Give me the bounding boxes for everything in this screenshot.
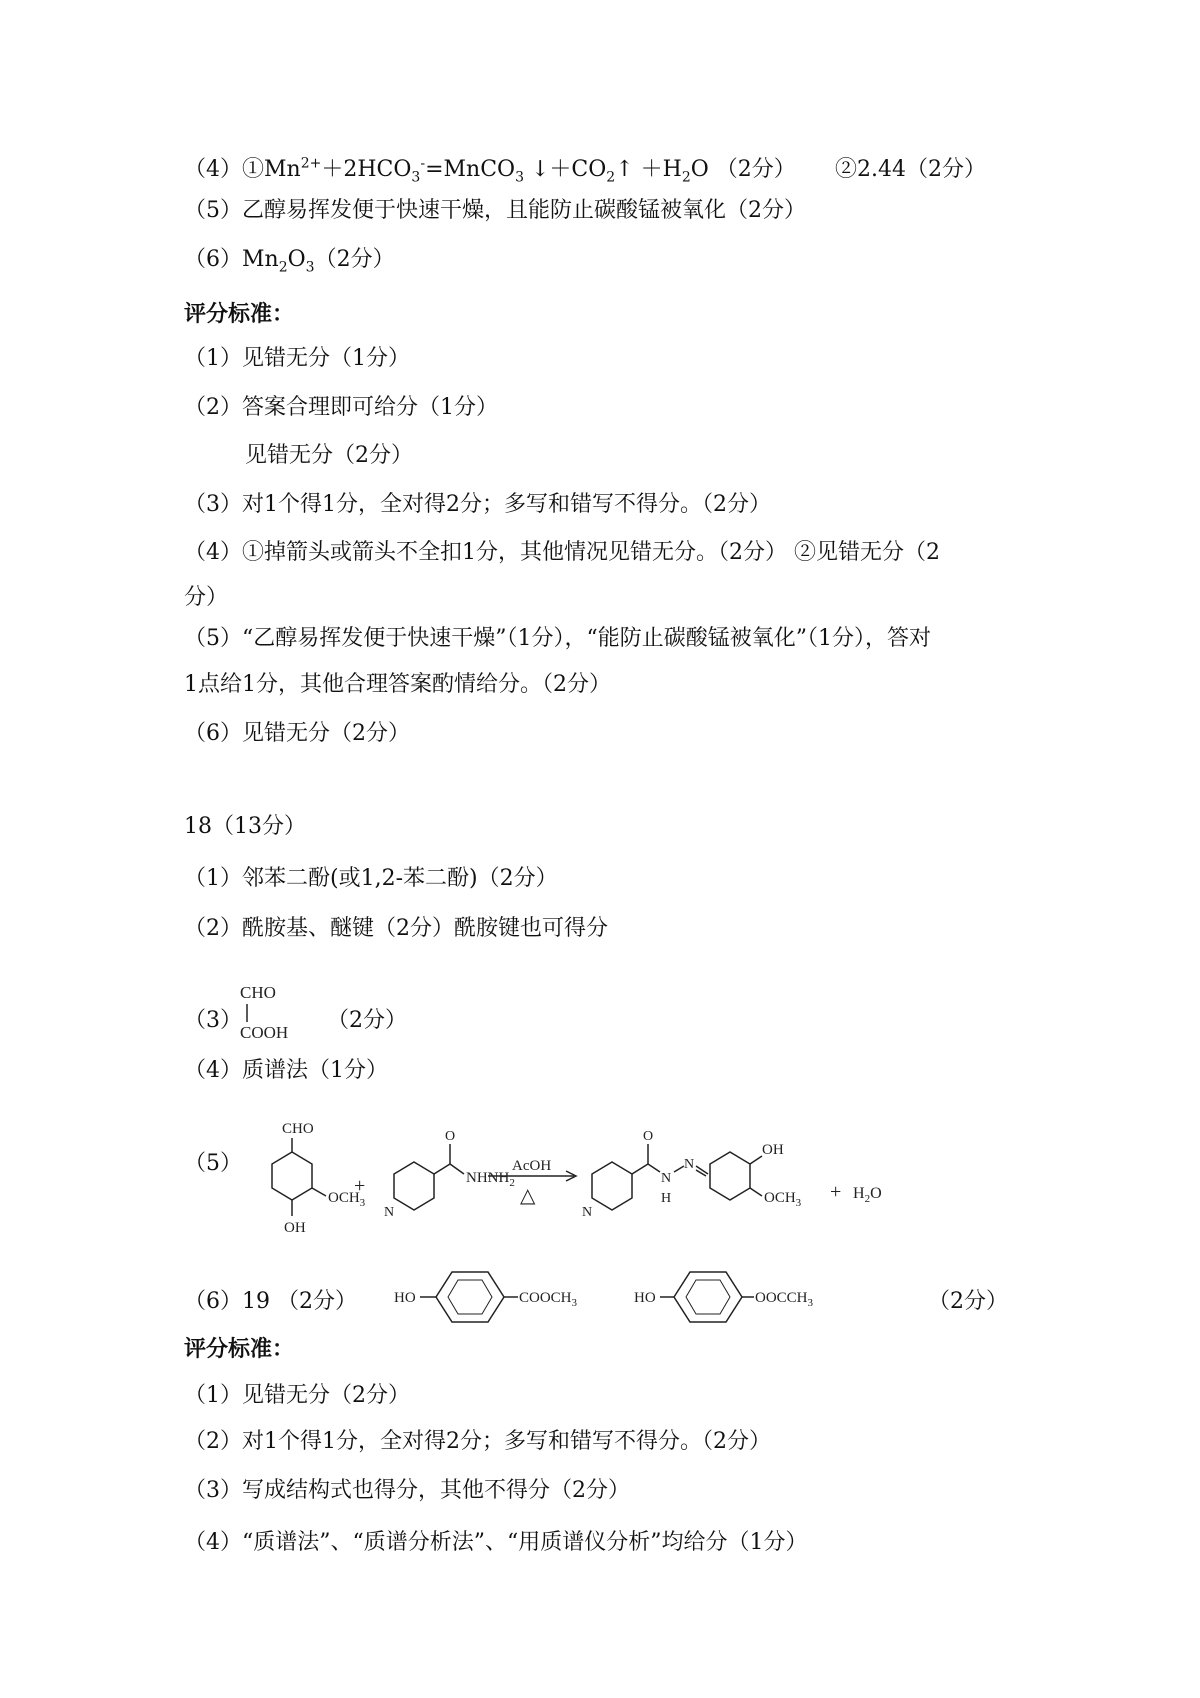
benzene-inner [686,1280,730,1314]
q18-answer-2: （2）酰胺基、醚键（2分）酰胺键也可得分 [184,916,608,941]
o-label: O [445,1129,456,1144]
bond [312,1188,326,1196]
q17-answer-5: （5）乙醇易挥发便于快速干燥，且能防止碳酸锰被氧化（2分） [184,198,806,223]
nhnh2-label: $NHNH_2$ [466,1170,515,1189]
q17-grading-2: （2）答案合理即可给分（1分） [184,395,498,420]
glyoxylic-acid-structure [238,982,308,1050]
formula-part: （6）Mn [184,247,279,272]
q17-answer-4-part2: ②2.44（2分） [835,157,986,182]
och3-label: $OCH_3$ [328,1190,366,1209]
q18-answer-5-label: （5） [184,1151,242,1176]
eq-sup: 2+ [300,155,322,172]
eq-sub: 2 [681,169,691,186]
benzene-inner [448,1280,492,1314]
reaction-scheme [250,1118,970,1254]
eq-part: =MnCO [425,157,516,182]
bond [450,1164,464,1174]
q18-answer-6-score: （2分） [928,1289,1008,1314]
q17-answer-4 [184,155,796,185]
q18-answer-1: （1）邻苯二酚(或1,2-苯二酚)（2分） [184,866,558,891]
cooh-label: COOH [240,1023,289,1042]
q18-grading-title: 评分标准： [184,1336,295,1362]
isoniazid-structure [384,1129,515,1220]
q17-grading-1: （1）见错无分（1分） [184,346,410,371]
q17-grading-4-line2: 分） [184,585,229,610]
cho-label: CHO [240,983,276,1002]
reagent-label: AcOH [512,1158,552,1174]
plus-sign: + [354,1175,366,1197]
cooch3-label: $COOCH_3$ [519,1290,578,1309]
q18-grading-2: （2）对1个得1分，全对得2分；多写和错写不得分。（2分） [184,1429,771,1454]
eq-part: ＋2HCO [321,157,412,182]
q17-grading-5-line2: 1点给1分，其他合理答案酌情给分。（2分） [184,672,611,697]
q18-heading: 18（13分） [184,814,306,839]
benzene-ring [272,1152,312,1200]
vanillin-structure [272,1121,366,1236]
eq-sup: - [420,155,426,172]
methyl-4-hydroxybenzoate-structure [394,1272,578,1322]
bond [632,1164,648,1174]
formula-sub: 3 [305,259,315,276]
q18-grading-1: （1）见错无分（2分） [184,1383,410,1408]
formula-sub: 2 [278,259,288,276]
eq-sub: 3 [515,169,524,186]
q18-grading-4: （4）“质谱法”、“质谱分析法”、“用质谱仪分析”均给分（1分） [184,1530,808,1555]
benzene-ring [710,1152,750,1200]
q17-grading-4-line1: （4）①掉箭头或箭头不全扣1分，其他情况见错无分。（2分） ②见错无分（2 [184,540,940,565]
heat-symbol: △ [520,1185,536,1207]
oocch3-label: $OOCCH_3$ [755,1290,814,1309]
eq-sub: 3 [411,169,421,186]
q17-grading-5-line1: （5）“乙醇易挥发便于快速干燥”（1分），“能防止碳酸锰被氧化”（1分），答对 [184,626,931,651]
q18-answer-3-label: （3） [184,1008,242,1033]
q18-answer-4: （4）质谱法（1分） [184,1058,388,1083]
eq-part: ↓＋CO [523,157,607,182]
bond [674,1166,684,1172]
n-label: N [684,1157,695,1172]
q17-grading-title: 评分标准： [184,301,295,327]
bond [750,1188,762,1196]
ho-label: HO [394,1290,416,1306]
eq-sub: 2 [606,169,616,186]
hydroxybenzoate-structures [390,1262,850,1338]
q18-answer-6-label: （6）19 （2分） [184,1289,357,1314]
q17-grading-3: （3）对1个得1分，全对得2分；多写和错写不得分。（2分） [184,492,771,517]
water-label: $H_2O$ [853,1185,882,1205]
formula-part: O [287,247,306,272]
q17-grading-6: （6）见错无分（2分） [184,721,410,746]
answer-label: （4） [184,157,242,182]
oh-label: OH [762,1142,784,1158]
q18-grading-3: （3）写成结构式也得分，其他不得分（2分） [184,1478,630,1503]
pyridine-ring [394,1162,434,1210]
n-label: N [384,1205,395,1220]
bond [750,1156,762,1164]
product-structure [582,1129,802,1220]
n-label: N [661,1171,672,1186]
q17-grading-2b: 见错无分（2分） [245,443,413,468]
eq-part: O （2分） [690,157,796,182]
ho-label: HO [634,1290,656,1306]
eq-part: ①Mn [242,157,301,182]
bond [434,1164,450,1174]
4-hydroxyphenyl-acetate-structure [634,1272,814,1322]
formula-part: （2分） [314,247,395,272]
q18-answer-3-score: （2分） [327,1008,407,1033]
q17-answer-6 [184,245,395,275]
plus-sign: + [830,1181,842,1203]
h-label: H [661,1191,672,1206]
eq-part: ↑ ＋H [615,157,682,182]
bond [648,1164,660,1172]
och3-label: $OCH_3$ [764,1190,802,1209]
cho-label: CHO [282,1121,314,1137]
oh-label: OH [284,1220,306,1236]
n-label: N [582,1205,593,1220]
o-label: O [643,1129,654,1144]
pyridine-ring [592,1162,632,1210]
